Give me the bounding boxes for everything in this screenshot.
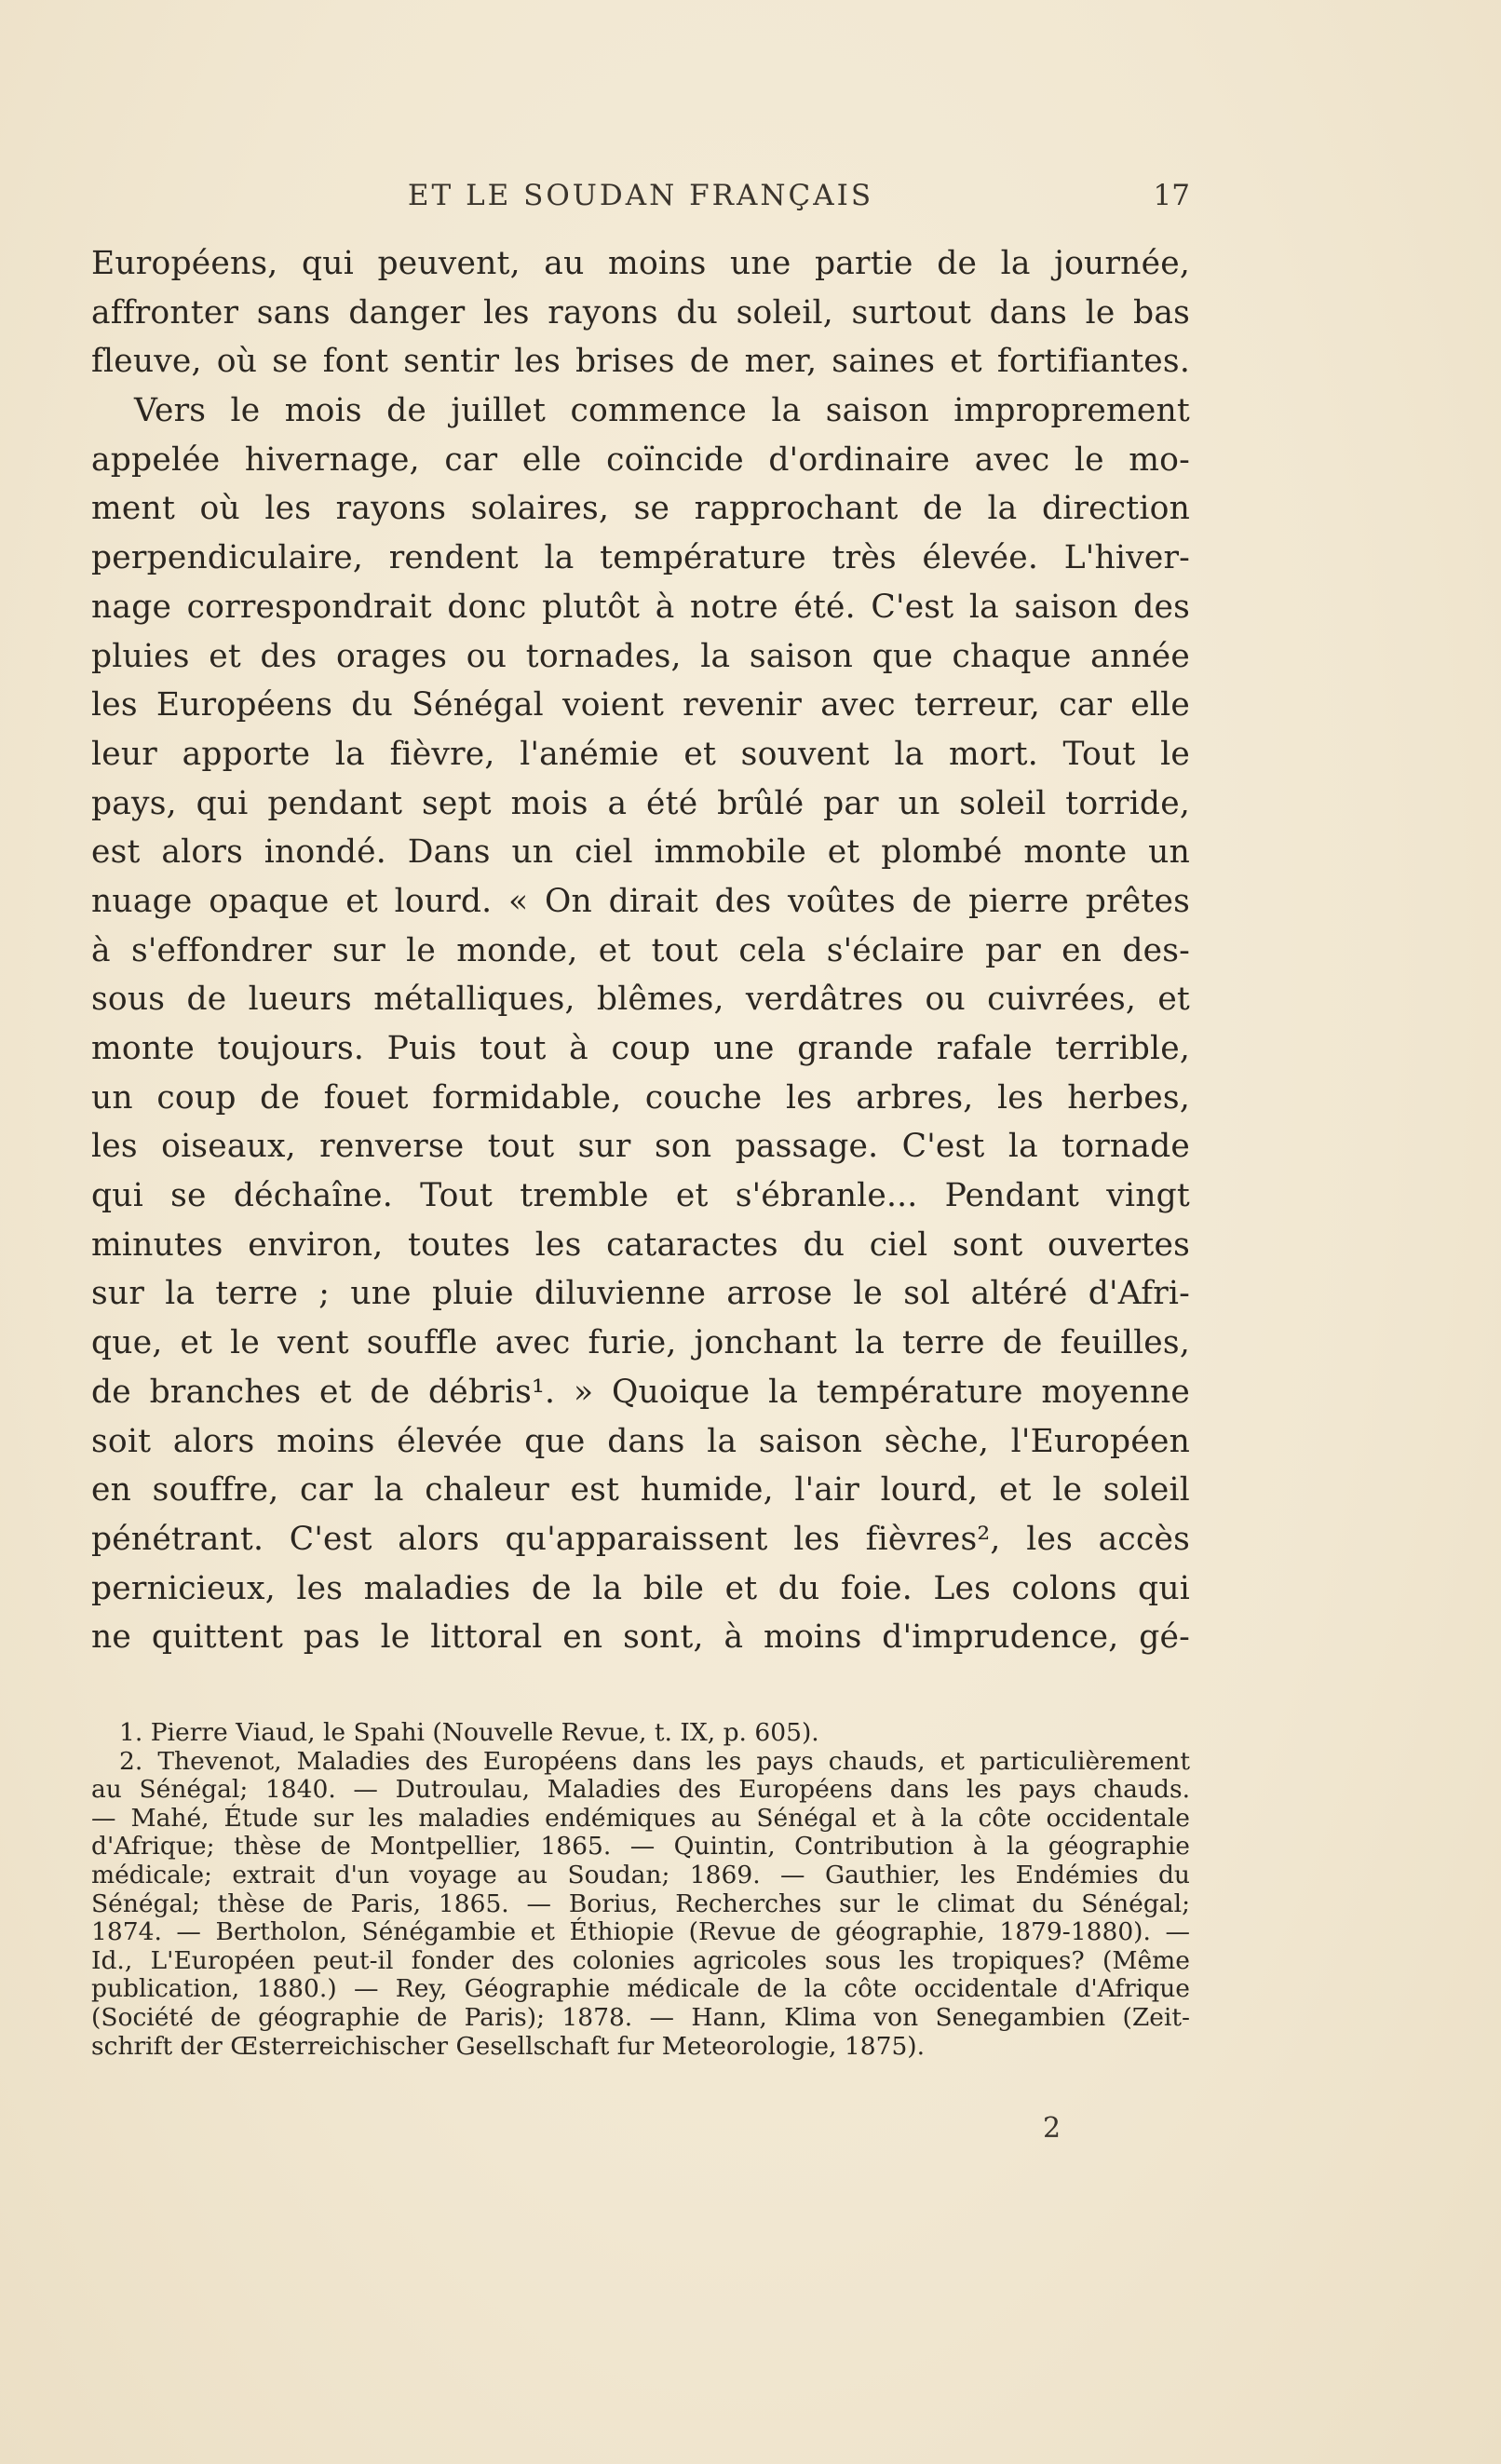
body-line: pernicieux, les maladies de la bile et du foie. Les colons qui (91, 1569, 1190, 1607)
page-header (91, 179, 1190, 216)
body-line: minutes environ, toutes les cataractes du ciel sont ouvertes (91, 1225, 1190, 1264)
page-number: 17 (1153, 179, 1190, 212)
body-line: ment où les rayons solaires, se rapprochant de la direction (91, 490, 1190, 528)
body-line: pénétrant. C'est alors qu'apparaissent les fièvres², les accès (91, 1520, 1190, 1558)
footnote-line: 1874. — Bertholon, Sénégambie et Éthiopie (Revue de géographie, 1879-1880). — (91, 1917, 1190, 1947)
body-line: soit alors moins élevée que dans la saison sèche, l'Européen (91, 1422, 1190, 1460)
body-line: est alors inondé. Dans un ciel immobile et plombé monte un (91, 833, 1190, 872)
body-line: un coup de fouet formidable, couche les arbres, les herbes, (91, 1078, 1190, 1117)
footnote-line: — Mahé, Étude sur les maladies endémiques au Sénégal et à la côte occidentale (91, 1803, 1190, 1833)
body-line: nage correspondrait donc plutôt à notre été. C'est la saison des (91, 588, 1190, 626)
body-line: pluies et des orages ou tornades, la saison que chaque année (91, 637, 1190, 675)
body-line: ne quittent pas le littoral en sont, à moins d'imprudence, gé- (91, 1618, 1190, 1657)
body-line: que, et le vent souffle avec furie, jonchant la terre de feuilles, (91, 1324, 1190, 1362)
body-line: sous de lueurs métalliques, blêmes, verdâtres ou cuivrées, et (91, 981, 1190, 1019)
body-line: leur apporte la fièvre, l'anémie et souvent la mort. Tout le (91, 735, 1190, 773)
body-line: monte toujours. Puis tout à coup une grande rafale terrible, (91, 1030, 1190, 1067)
footnote-line: médicale; extrait d'un voyage au Soudan; 1869. — Gauthier, les Endémies du (91, 1860, 1190, 1889)
body-line: à s'effondrer sur le monde, et tout cela s'éclaire par en des- (91, 931, 1190, 969)
footnote-line: (Société de géographie de Paris); 1878. — Hann, Klima von Senegambien (Zeit- (91, 2002, 1190, 2032)
body-line: perpendiculaire, rendent la température très élevée. L'hiver- (91, 539, 1190, 577)
footnote-line: 2. Thevenot, Maladies des Européens dans les pays chauds, et particulièrement (119, 1746, 1190, 1776)
body-line: nuage opaque et lourd. « On dirait des voûtes de pierre prêtes (91, 882, 1190, 920)
footnote-line: Sénégal; thèse de Paris, 1865. — Borius, Recherches sur le climat du Sénégal; (91, 1889, 1190, 1918)
body-line: affronter sans danger les rayons du soleil, surtout dans le bas (91, 293, 1190, 332)
footnote-line: au Sénégal; 1840. — Dutroulau, Maladies des Européens dans les pays chauds. (91, 1775, 1190, 1805)
footnote-line: publication, 1880.) — Rey, Géographie médicale de la côte occidentale d'Afrique (91, 1974, 1190, 2004)
footnotes (91, 1719, 1190, 2061)
footnote-line: Id., L'Européen peut-il fonder des colonies agricoles sous les tropiques? (Même (91, 1945, 1190, 1975)
body-line: de branches et de débris¹. » Quoique la température moyenne (91, 1373, 1190, 1411)
body-line: appelée hivernage, car elle coïncide d'ordinaire avec le mo- (91, 440, 1190, 479)
body-line: fleuve, où se font sentir les brises de mer, saines et fortifiantes. (91, 343, 1190, 381)
body-line: sur la terre ; une pluie diluvienne arrose le sol altéré d'Afri- (91, 1275, 1190, 1313)
footnote-line: d'Afrique; thèse de Montpellier, 1865. — Quintin, Contribution à la géographie (91, 1832, 1190, 1862)
body-line: Vers le mois de juillet commence la saison improprement (134, 392, 1190, 430)
body-line: qui se déchaîne. Tout tremble et s'ébranle... Pendant vingt (91, 1177, 1190, 1215)
running-title: ET LE SOUDAN FRANÇAIS (407, 179, 874, 212)
body-line: pays, qui pendant sept mois a été brûlé par un soleil torride, (91, 784, 1190, 822)
footnote-line: schrift der Œsterreichischer Gesellschaft fur Meteorologie, 1875). (91, 2031, 926, 2061)
signature-mark: 2 (1043, 2112, 1062, 2145)
body-line: les oiseaux, renverse tout sur son passage. C'est la tornade (91, 1128, 1190, 1166)
body-text (91, 239, 1190, 1662)
footnote-line: 1. Pierre Viaud, le Spahi (Nouvelle Revue, t. IX, p. 605). (119, 1718, 819, 1747)
body-line: Européens, qui peuvent, au moins une partie de la journée, (91, 245, 1190, 282)
body-line: en souffre, car la chaleur est humide, l'air lourd, et le soleil (91, 1471, 1190, 1510)
body-line: les Européens du Sénégal voient revenir avec terreur, car elle (91, 686, 1190, 724)
